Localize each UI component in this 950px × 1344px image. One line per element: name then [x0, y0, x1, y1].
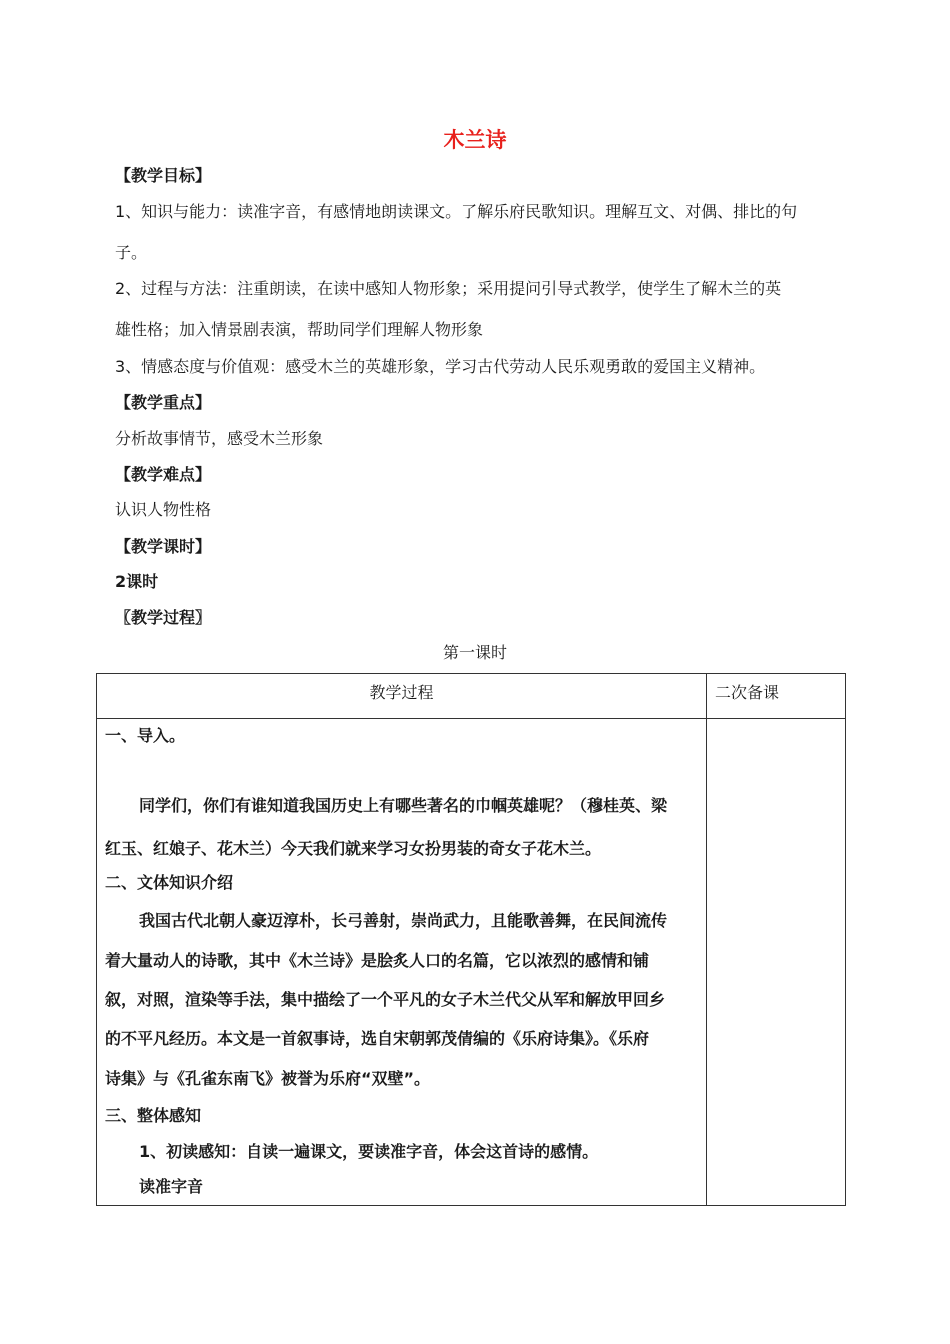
section-genre-title: 二、文体知识介绍: [105, 873, 234, 892]
overview-item-1: 1、初读感知：自读一遍课文，要读准字音，体会这首诗的感情。: [139, 1142, 599, 1161]
hours-text: 2课时: [115, 572, 159, 591]
genre-para-line3: 叙，对照，渲染等手法，集中描绘了一个平凡的女子木兰代父从军和解放甲回乡: [105, 990, 666, 1009]
key-point-heading: 【教学重点】: [115, 393, 212, 412]
section-overview-title: 三、整体感知: [105, 1106, 202, 1125]
objective-2-line2: 雄性格；加入情景剧表演，帮助同学们理解人物形象: [115, 320, 484, 339]
lesson-plan-table: [96, 673, 846, 1206]
objective-1-line2: 子。: [115, 243, 148, 262]
hours-heading: 【教学课时】: [115, 537, 212, 556]
table-header-row: [97, 674, 846, 719]
second-prep-cell: [707, 719, 846, 1206]
genre-para-line4: 的不平凡经历。本文是一首叙事诗，选自宋朝郭茂倩编的《乐府诗集》。《乐府: [105, 1029, 650, 1048]
objectives-heading: 【教学目标】: [115, 166, 212, 185]
intro-para-line2: 红玉、红娘子、花木兰）今天我们就来学习女扮男装的奇女子花木兰。: [105, 839, 602, 858]
lesson-title: 第一课时: [442, 643, 507, 662]
page-title: 木兰诗: [443, 128, 507, 152]
objective-1-line1: 1、知识与能力：读准字音，有感情地朗读课文。了解乐府民歌知识。理解互文、对偶、排比的句: [115, 202, 798, 221]
overview-item-2: 读准字音: [139, 1177, 204, 1196]
process-heading: 〖教学过程〗: [115, 608, 212, 627]
col-header-process: 教学过程: [97, 674, 707, 719]
key-point-text: 分析故事情节，感受木兰形象: [115, 429, 324, 448]
col-header-second-prep: 二次备课: [707, 674, 846, 719]
difficulty-heading: 【教学难点】: [115, 465, 212, 484]
objective-3: 3、情感态度与价值观：感受木兰的英雄形象，学习古代劳动人民乐观勇敢的爱国主义精神。: [115, 357, 766, 376]
objective-2-line1: 2、过程与方法：注重朗读，在读中感知人物形象；采用提问引导式教学，使学生了解木兰的英: [115, 279, 782, 298]
table-body-row: [97, 719, 846, 1206]
intro-para-line1: 同学们，你们有谁知道我国历史上有哪些著名的巾帼英雄呢？（穆桂英、梁: [139, 796, 668, 815]
genre-para-line1: 我国古代北朝人豪迈淳朴，长弓善射，崇尚武力，且能歌善舞，在民间流传: [139, 911, 668, 930]
process-cell: [97, 719, 707, 1206]
genre-para-line5: 诗集》与《孔雀东南飞》被誉为乐府“双壁”。: [105, 1069, 431, 1088]
difficulty-text: 认识人物性格: [115, 500, 212, 519]
section-intro-title: 一、导入。: [105, 726, 186, 745]
genre-para-line2: 着大量动人的诗歌，其中《木兰诗》是脍炙人口的名篇，它以浓烈的感情和铺: [105, 951, 650, 970]
